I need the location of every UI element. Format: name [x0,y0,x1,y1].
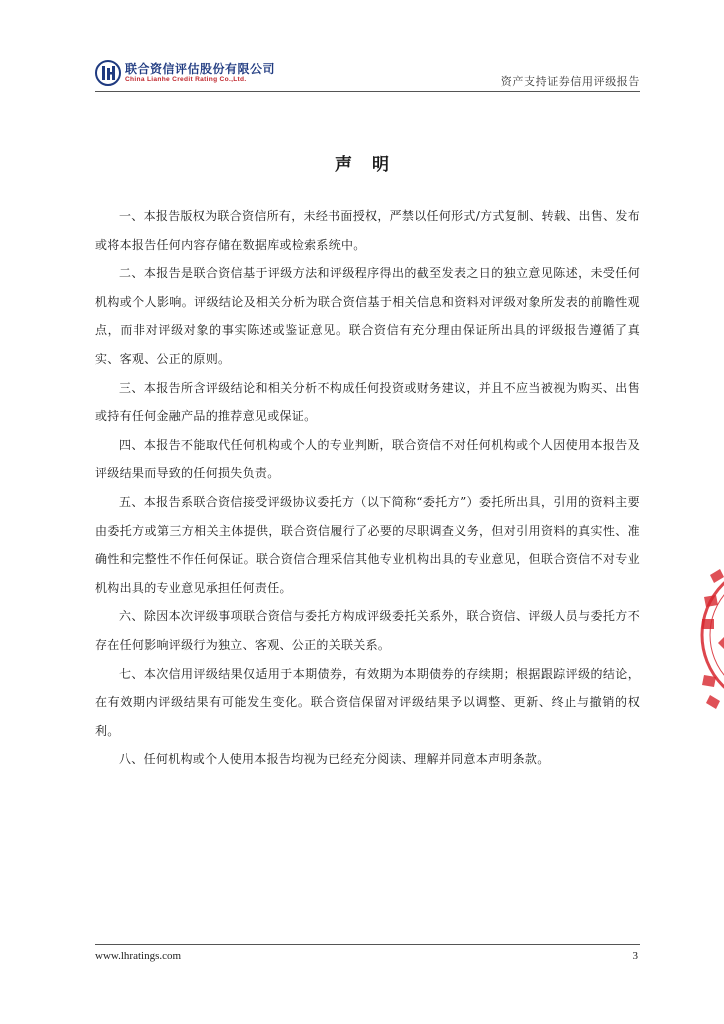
footer-website: www.lhratings.com [95,950,182,962]
statement-paragraph-4: 四、本报告不能取代任何机构或个人的专业判断，联合资信不对任何机构或个人因使用本报告及评级结果而导致的任何损失负责。 [95,437,640,481]
statement-paragraph-2: 二、本报告是联合资信基于评级方法和评级程序得出的截至发表之日的独立意见陈述，未受任何机构或个人影响。评级结论及相关分析为联合资信基于相关信息和资料对评级对象所发表的前瞻性观点，而非对评级对象的事实陈述或鉴证意见。联合资信有充分理由保证所出具的评级报告遵循了真实、客观、公正的原则。 [95,266,640,366]
report-type: 资产支持证券信用评级报告 [500,75,640,88]
statement-body [95,202,640,774]
statement-paragraph-1: 一、本报告版权为联合资信所有，未经书面授权，严禁以任何形式/方式复制、转载、出售、发布或将本报告任何内容存储在数据库或检索系统中。 [95,209,640,252]
company-name-cn: 联合资信评估股份有限公司 [125,62,276,76]
company-seal-icon [696,535,724,735]
statement-paragraph-6: 六、除因本次评级事项联合资信与委托方构成评级委托关系外，联合资信、评级人员与委托方不存在任何影响评级行为独立、客观、公正的关联关系。 [95,609,640,652]
statement-paragraph-7: 七、本次信用评级结果仅适用于本期债券，有效期为本期债券的存续期；根据跟踪评级的结论，在有效期内评级结果有可能发生变化。联合资信保留对评级结果予以调整、更新、终止与撤销的权利。 [95,666,640,738]
lianhe-logo-icon [95,60,121,86]
header-divider [95,91,640,92]
page-number: 3 [632,950,638,962]
footer-divider [95,944,640,945]
page-header [95,58,640,92]
statement-paragraph-5: 五、本报告系联合资信接受评级协议委托方（以下简称“委托方”）委托所出具，引用的资料主要由委托方或第三方相关主体提供，联合资信履行了必要的尽职调查义务，但对引用资料的真实性、准确性和完整性不作任何保证。联合资信合理采信其他专业机构出具的专业意见，但联合资信不对专业机构出具的专业意见承担任何责任。 [95,494,640,595]
page-title: 声明 [335,155,409,175]
statement-paragraph-3: 三、本报告所含评级结论和相关分析不构成任何投资或财务建议，并且不应当被视为购买、出售或持有任何金融产品的推荐意见或保证。 [95,380,640,424]
company-name-en: China Lianhe Credit Rating Co.,Ltd. [125,76,247,83]
statement-paragraph-8: 八、任何机构或个人使用本报告均视为已经充分阅读、理解并同意本声明条款。 [119,752,550,767]
